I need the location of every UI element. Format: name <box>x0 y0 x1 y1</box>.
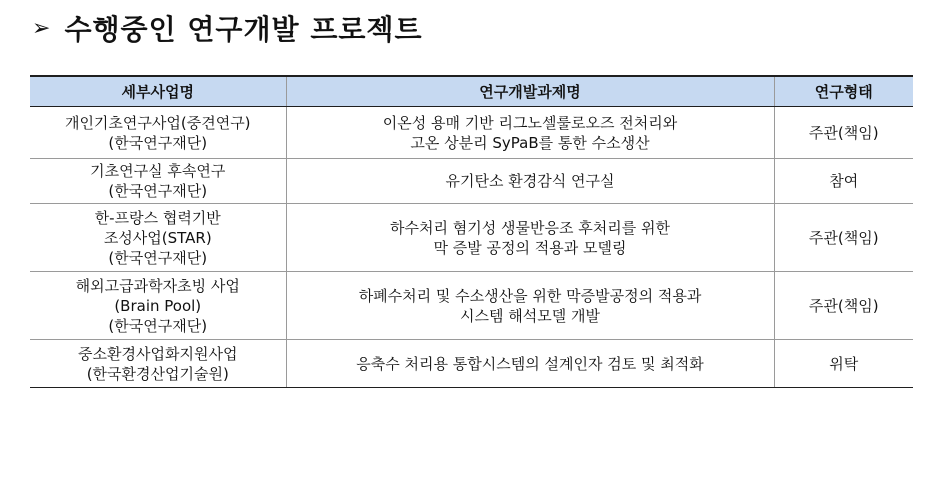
project-line: 응축수 처리용 통합시스템의 설계인자 검토 및 최적화 <box>356 354 704 373</box>
header-project: 연구개발과제명 <box>286 76 774 107</box>
table-row <box>30 159 913 204</box>
project-cell <box>286 204 774 272</box>
type-cell: 주관(책임) <box>774 272 913 340</box>
header-type: 연구형태 <box>774 76 913 107</box>
page-title-row <box>32 8 423 48</box>
project-line: 하폐수처리 및 수소생산을 위한 막증발공정의 적용과 <box>358 286 702 305</box>
program-cell <box>30 340 286 388</box>
program-line: (한국연구재단) <box>108 133 208 152</box>
type-cell: 위탁 <box>774 340 913 388</box>
project-cell <box>286 159 774 204</box>
program-cell <box>30 272 286 340</box>
program-line: (한국환경산업기술원) <box>86 364 229 383</box>
project-line: 유기탄소 환경감식 연구실 <box>445 172 615 190</box>
header-program: 세부사업명 <box>30 76 286 107</box>
program-line: 기초연구실 후속연구 <box>90 162 226 180</box>
program-cell <box>30 159 286 204</box>
type-cell: 참여 <box>774 159 913 204</box>
type-cell: 주관(책임) <box>774 107 913 159</box>
table-row <box>30 272 913 340</box>
program-line: 개인기초연구사업(중견연구) <box>64 113 251 132</box>
project-line: 하수처리 혐기성 생물반응조 후처리를 위한 <box>390 218 670 237</box>
project-line: 이온성 용매 기반 리그노셀룰로오즈 전처리와 <box>382 113 678 132</box>
projects-table <box>30 75 913 388</box>
program-line: (Brain Pool) <box>114 296 202 315</box>
table-header-row <box>30 76 913 107</box>
project-line: 막 증발 공정의 적용과 모델링 <box>433 238 627 257</box>
type-cell: 주관(책임) <box>774 204 913 272</box>
project-cell <box>286 340 774 388</box>
program-line: 중소환경사업화지원사업 <box>78 344 238 363</box>
table-row <box>30 204 913 272</box>
program-cell <box>30 107 286 159</box>
page-title: 수행중인 연구개발 프로젝트 <box>64 13 423 46</box>
project-cell <box>286 272 774 340</box>
project-line: 시스템 해석모델 개발 <box>460 306 600 325</box>
project-cell <box>286 107 774 159</box>
program-cell <box>30 204 286 272</box>
program-line: (한국연구재단) <box>108 248 208 267</box>
table-row <box>30 340 913 388</box>
program-line: 해외고급과학자초빙 사업 <box>75 276 240 295</box>
program-line: 조성사업(STAR) <box>103 228 212 247</box>
program-line: 한-프랑스 협력기반 <box>94 208 221 227</box>
project-line: 고온 상분리 SyPaB를 통한 수소생산 <box>410 133 650 152</box>
arrow-bullet-icon: ➢ <box>32 15 51 41</box>
program-line: (한국연구재단) <box>108 182 208 200</box>
table-row <box>30 107 913 159</box>
program-line: (한국연구재단) <box>108 316 208 335</box>
